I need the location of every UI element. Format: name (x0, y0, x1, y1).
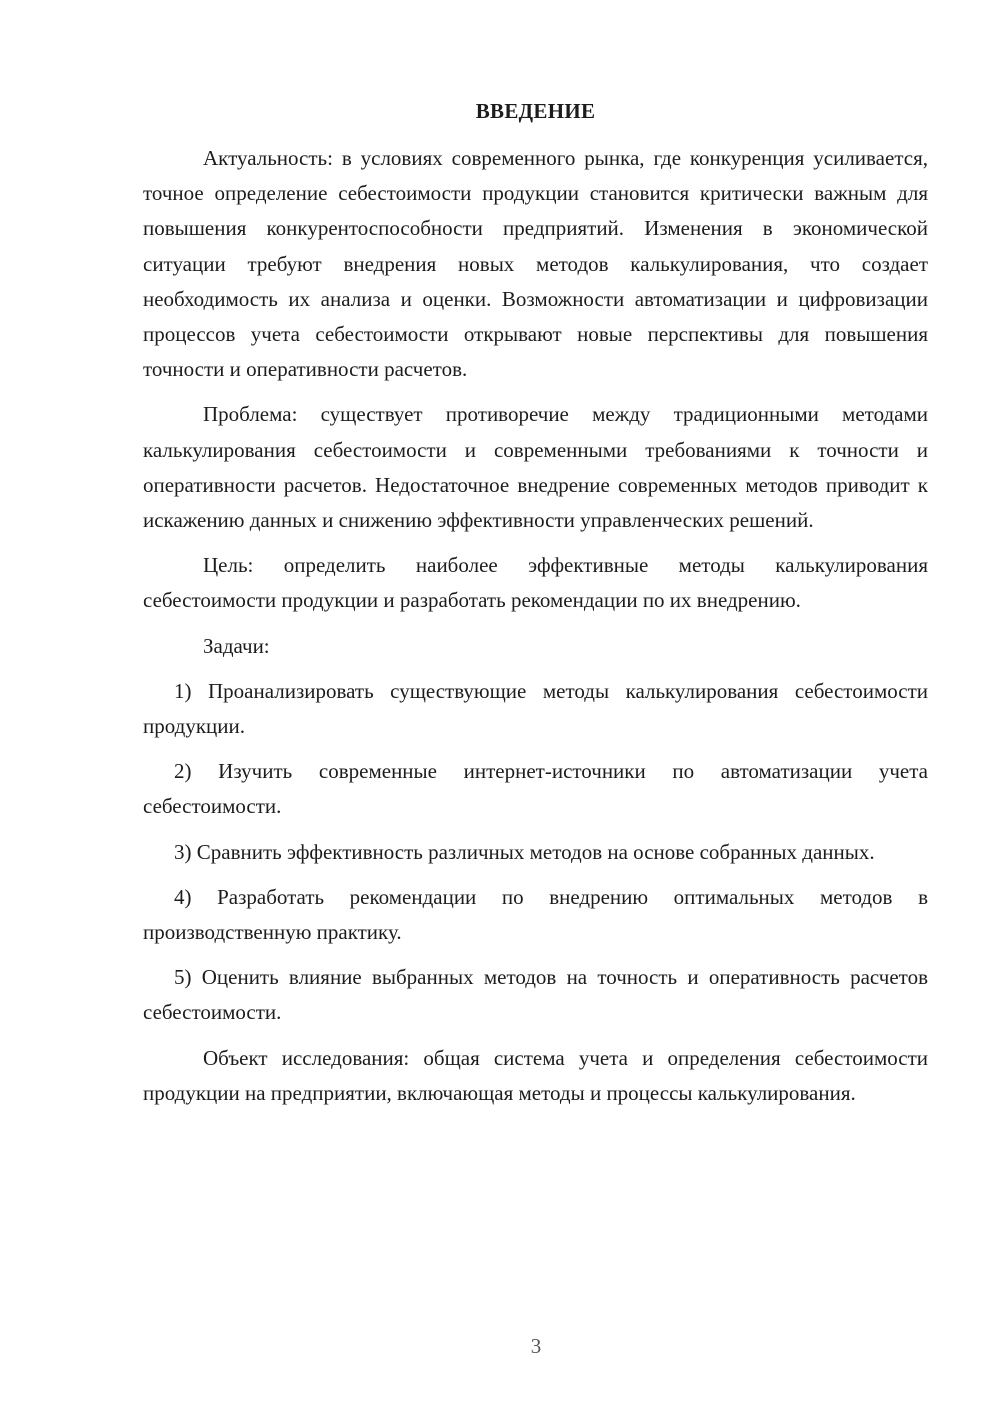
paragraph-problem: Проблема: существует противоречие между традиционными методами калькулирования себестоимости и современными требованиями к точности и оперативности расчетов. Недостаточное внедрение современных методов приводит к искажению данных и снижению эффективности управленческих решений. (143, 402, 928, 533)
task-item-2: 2) Изучить современные интернет-источники по автоматизации учета себестоимости. (143, 759, 928, 819)
document-page (143, 94, 928, 1121)
task-item-4: 4) Разработать рекомендации по внедрению оптимальных методов в производственную практику. (143, 884, 928, 945)
tasks-heading: Задачи: (203, 633, 270, 658)
paragraph-research-object: Объект исследования: общая система учета и определения себестоимости продукции на предприятии, включающая методы и процессы калькулирования. (143, 1045, 928, 1105)
section-title: ВВЕДЕНИЕ (475, 99, 596, 123)
task-item-1: 1) Проанализировать существующие методы калькулирования себестоимости продукции. (143, 678, 928, 739)
paragraph-relevance: Актуальность: в условиях современного рынка, где конкуренция усиливается, точное определение себестоимости продукции становится критически важным для повышения конкурентоспособности предприятий. Изменения в экономической ситуации требуют внедрения новых методов калькулирования, что создает необходимость их анализа и оценки. Возможности автоматизации и цифровизации процессов учета себестоимости открывают новые перспективы для повышения точности и оперативности расчетов. (143, 146, 928, 382)
page-number: 3 (530, 1334, 542, 1358)
task-item-5: 5) Оценить влияние выбранных методов на точность и оперативность расчетов себестоимости. (143, 965, 928, 1025)
paragraph-goal: Цель: определить наиболее эффективные методы калькулирования себестоимости продукции и разработать рекомендации по их внедрению. (143, 553, 928, 613)
task-item-3: 3) Сравнить эффективность различных методов на основе собранных данных. (174, 839, 875, 864)
